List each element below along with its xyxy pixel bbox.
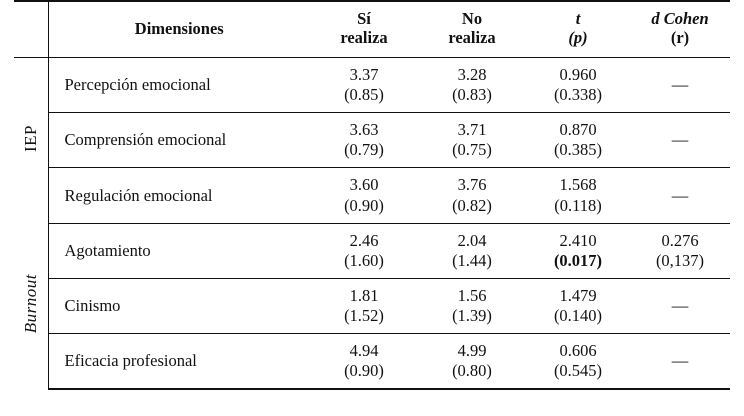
row-d-cohen: [630, 168, 730, 223]
r-value: (0,137): [655, 250, 705, 270]
t-value: 0.870: [559, 120, 597, 140]
si-mean: 3.60: [349, 175, 379, 195]
row-dimension-label: Regulación emocional: [48, 168, 310, 223]
table-row: [14, 57, 730, 112]
row-d-cohen: [630, 57, 730, 112]
no-sd: (0.80): [452, 361, 492, 381]
row-si-realiza: [310, 168, 418, 223]
column-header-p-value: (p): [568, 28, 588, 48]
row-no-realiza: [418, 223, 526, 278]
p-value: (0.118): [554, 195, 602, 215]
d-value: —: [671, 185, 689, 205]
no-mean: 3.71: [457, 120, 487, 140]
row-dimension-label: Agotamiento: [48, 223, 310, 278]
row-t-value: [526, 223, 630, 278]
column-header-si-realiza: [310, 1, 418, 57]
row-dimension-label: Eficacia profesional: [48, 334, 310, 390]
statistics-table: [14, 0, 730, 390]
d-value: —: [671, 351, 689, 371]
t-value: 0.606: [559, 341, 597, 361]
d-value: —: [671, 130, 689, 150]
column-header-si-line2: realiza: [340, 28, 388, 48]
table-row: [14, 113, 730, 168]
row-no-realiza: [418, 113, 526, 168]
row-t-value: [526, 113, 630, 168]
row-no-realiza: [418, 334, 526, 390]
column-header-no-line1: No: [461, 9, 483, 28]
column-header-dimensions: Dimensiones: [48, 1, 310, 57]
si-mean: 1.81: [349, 285, 379, 305]
row-t-value: [526, 334, 630, 390]
p-value: (0.338): [553, 85, 603, 105]
column-header-d-cohen-line2: (r): [670, 28, 690, 48]
t-value: 2.410: [559, 230, 597, 250]
row-t-value: [526, 57, 630, 112]
row-dimension-label: Comprensión emocional: [48, 113, 310, 168]
p-value: (0.140): [553, 306, 603, 326]
si-mean: 3.63: [349, 120, 379, 140]
no-mean: 4.99: [457, 341, 487, 361]
p-value: (0.385): [553, 140, 603, 160]
no-sd: (0.75): [452, 140, 492, 160]
si-sd: (0.79): [344, 140, 384, 160]
no-sd: (0.83): [452, 85, 492, 105]
column-header-si-line1: Sí: [357, 9, 371, 28]
row-d-cohen: [630, 113, 730, 168]
row-no-realiza: [418, 278, 526, 333]
row-si-realiza: [310, 57, 418, 112]
row-dimension-label: Cinismo: [48, 278, 310, 333]
row-t-value: [526, 168, 630, 223]
no-sd: (0.82): [452, 195, 492, 215]
row-no-realiza: [418, 168, 526, 223]
no-mean: 3.76: [457, 175, 487, 195]
t-value: 1.568: [559, 175, 597, 195]
row-si-realiza: [310, 278, 418, 333]
table-body: [14, 57, 730, 389]
column-header-t-statistic: t: [575, 9, 581, 28]
row-si-realiza: [310, 223, 418, 278]
p-value: (0.017): [553, 250, 603, 270]
column-header-no-line2: realiza: [448, 28, 496, 48]
d-value: —: [671, 296, 689, 315]
table-row: [14, 223, 730, 278]
row-no-realiza: [418, 57, 526, 112]
row-dimension-label: Percepción emocional: [48, 57, 310, 112]
column-header-no-realiza: [418, 1, 526, 57]
d-value: —: [671, 75, 689, 94]
no-mean: 3.28: [457, 64, 487, 84]
si-sd: (1.60): [344, 250, 384, 270]
table-header: [14, 1, 730, 57]
no-mean: 1.56: [457, 285, 487, 305]
table-row: [14, 334, 730, 390]
d-value: 0.276: [661, 230, 699, 250]
column-header-t: [526, 1, 630, 57]
si-mean: 2.46: [349, 230, 379, 250]
no-mean: 2.04: [457, 230, 487, 250]
row-d-cohen: [630, 223, 730, 278]
no-sd: (1.39): [452, 306, 492, 326]
t-value: 0.960: [559, 64, 597, 84]
column-header-d-cohen-line1: d Cohen: [651, 9, 709, 28]
row-d-cohen: [630, 334, 730, 390]
row-t-value: [526, 278, 630, 333]
si-sd: (0.90): [344, 195, 384, 215]
row-si-realiza: [310, 334, 418, 390]
table-row: [14, 168, 730, 223]
column-header-d-cohen: [630, 1, 730, 57]
column-header-group: [14, 1, 48, 57]
row-d-cohen: [630, 278, 730, 333]
table-row: [14, 278, 730, 333]
si-mean: 3.37: [349, 64, 379, 84]
p-value: (0.545): [553, 361, 603, 381]
group-label-burnout: Burnout: [20, 274, 40, 334]
si-mean: 4.94: [349, 341, 379, 361]
group-label-iep: IEP: [20, 124, 40, 152]
t-value: 1.479: [559, 285, 597, 305]
si-sd: (1.52): [344, 306, 384, 326]
si-sd: (0.90): [344, 361, 384, 381]
row-si-realiza: [310, 113, 418, 168]
no-sd: (1.44): [452, 250, 492, 270]
si-sd: (0.85): [344, 85, 384, 105]
